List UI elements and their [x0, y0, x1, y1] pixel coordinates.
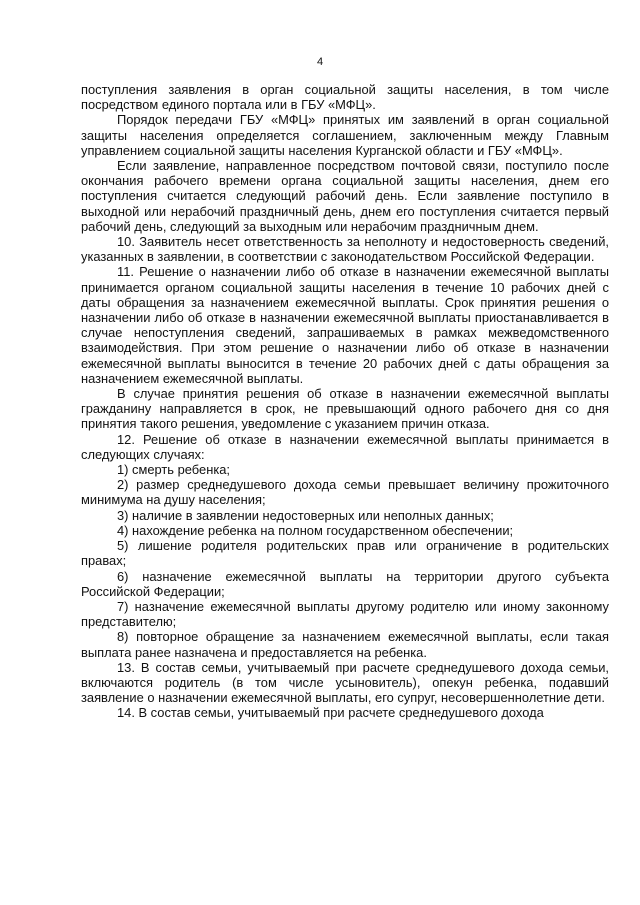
paragraph: 14. В состав семьи, учитываемый при расчете среднедушевого дохода — [117, 705, 544, 721]
list-item: 2) размер среднедушевого дохода семьи превышает величину прожиточного минимума на душу населения; — [81, 477, 609, 508]
list-item: 5) лишение родителя родительских прав или ограничение в родительских правах; — [81, 538, 609, 569]
list-item: 7) назначение ежемесячной выплаты другому родителю или иному законному представителю; — [81, 598, 609, 630]
list-item: 8) повторное обращение за назначением ежемесячной выплаты, если такая выплата ранее назначена и предоставляется на ребенка. — [81, 629, 609, 660]
document-body — [81, 82, 609, 721]
paragraph: В случае принятия решения об отказе в назначении ежемесячной выплаты гражданину направляется в срок, не превышающий одного рабочего дня со дня принятия такого решения, уведомление с указанием причин отказа. — [81, 386, 609, 432]
page-number: 4 — [316, 56, 324, 68]
paragraph: Если заявление, направленное посредством почтовой связи, поступило после окончания рабочего времени органа социальной защиты населения, днем его поступления считается следующий рабочий день. Если заявление поступило в выходной или нерабочий праздничный день, днем его поступления считается первый рабочий день, следующий за выходным или нерабочим праздничным днем. — [81, 158, 609, 234]
paragraph: Порядок передачи ГБУ «МФЦ» принятых им заявлений в орган социальной защиты населения определяется соглашением, заключенным между Главным управлением социальной защиты населения Курганской области и ГБУ «МФЦ». — [81, 112, 609, 158]
paragraph: 12. Решение об отказе в назначении ежемесячной выплаты принимается в следующих случаях: — [81, 431, 609, 462]
paragraph: поступления заявления в орган социальной защиты населения, в том числе посредством единого портала или в ГБУ «МФЦ». — [81, 82, 609, 113]
paragraph: 10. Заявитель несет ответственность за неполноту и недостоверность сведений, указанных в заявлении, в соответствии с законодательством Российской Федерации. — [81, 234, 609, 265]
paragraph: 11. Решение о назначении либо об отказе в назначении ежемесячной выплаты принимается органом социальной защиты населения в течение 10 рабочих дней с даты обращения за назначением ежемесячной выплаты. Срок принятия решения о назначении либо об отказе в назначении ежемесячной выплаты приостанавливается в случае непоступления сведений, запрашиваемых в рамках межведомственного взаимодействия. При этом решение о назначении либо об отказе в назначении ежемесячной выплаты выносится в течение 20 рабочих дней с даты обращения за назначением ежемесячной выплаты. — [81, 264, 609, 386]
list-item: 1) смерть ребенка; — [117, 462, 231, 478]
list-item: 3) наличие в заявлении недостоверных или неполных данных; — [117, 507, 494, 523]
list-item: 4) нахождение ребенка на полном государственном обеспечении; — [117, 522, 514, 538]
paragraph: 13. В состав семьи, учитываемый при расчете среднедушевого дохода семьи, включаются родитель (в том числе усыновитель), опекун ребенка, подавший заявление о назначении ежемесячной выплаты, его супруг, несовершеннолетние дети. — [81, 659, 609, 706]
list-item: 6) назначение ежемесячной выплаты на территории другого субъекта Российской Федерации; — [81, 568, 609, 599]
